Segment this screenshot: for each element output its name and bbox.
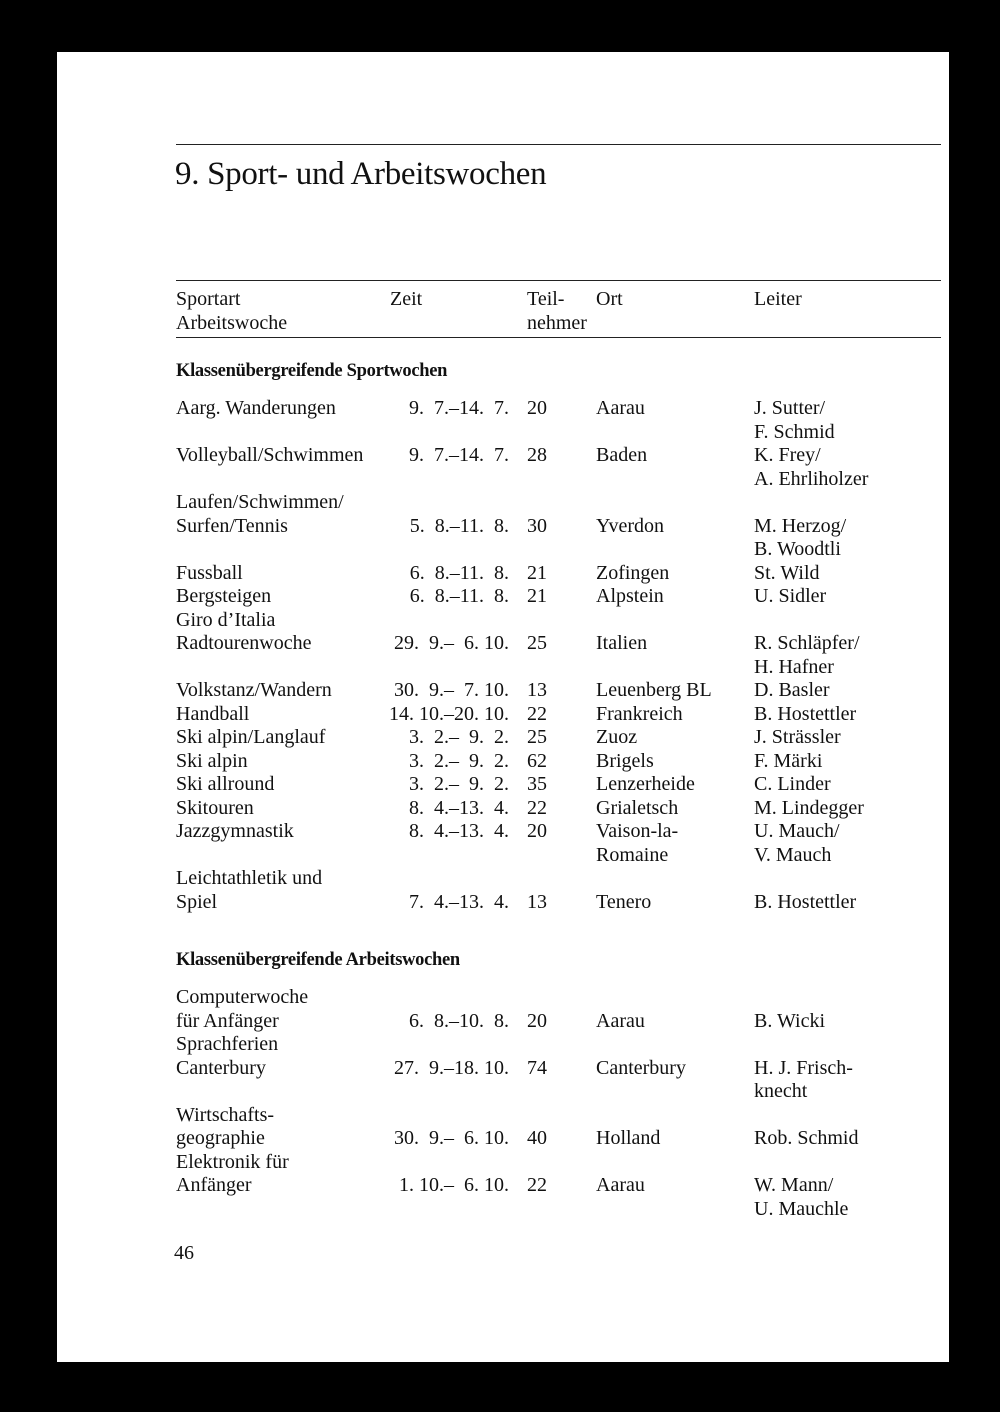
cell-ort-line: Aarau <box>596 1009 645 1032</box>
cell-leiter <box>754 703 856 727</box>
cell-teilnehmer: 20 <box>527 1009 547 1032</box>
cell-ort-line: Italien <box>596 632 648 654</box>
cell-ort-line: Frankreich <box>596 702 683 725</box>
cell-zeit: 3. 2.– 9. 2. <box>409 749 509 772</box>
cell-teilnehmer: 22 <box>527 1174 547 1196</box>
cell-sportart-line: Wirtschafts- <box>176 1103 275 1126</box>
cell-sportart <box>176 491 344 538</box>
cell-leiter <box>754 1174 848 1221</box>
cell-ort <box>596 891 651 915</box>
cell-ort <box>596 820 678 867</box>
cell-leiter <box>754 1010 825 1034</box>
cell-leiter-line: F. Schmid <box>754 420 835 443</box>
cell-sportart-line: Radtourenwoche <box>176 632 312 654</box>
cell-ort-line: Leuenberg BL <box>596 679 712 701</box>
cell-sportart-line: Skitouren <box>176 796 254 819</box>
cell-sportart <box>176 609 312 656</box>
cell-ort <box>596 585 664 609</box>
cell-leiter-line: U. Sidler <box>754 585 827 607</box>
cell-leiter-line: B. Wicki <box>754 1009 826 1032</box>
header-sportart <box>176 287 287 335</box>
cell-teilnehmer: 35 <box>527 773 547 795</box>
cell-zeit: 8. 4.–13. 4. <box>409 796 509 819</box>
header-ort: Ort <box>596 288 623 310</box>
cell-sportart-line: für Anfänger <box>176 1009 279 1032</box>
cell-ort <box>596 562 669 586</box>
cell-leiter-line: R. Schläpfer/ <box>754 632 860 654</box>
cell-sportart <box>176 679 332 703</box>
cell-ort <box>596 797 678 821</box>
cell-sportart-line: Computerwoche <box>176 986 309 1008</box>
cell-teilnehmer: 25 <box>527 632 547 654</box>
cell-ort <box>596 632 647 656</box>
cell-sportart-line: Volleyball/Schwimmen <box>176 444 364 466</box>
cell-zeit: 14. 10.–20. 10. <box>389 702 509 725</box>
cell-sportart-line: Handball <box>176 702 250 725</box>
header-teilnehmer-line-2: nehmer <box>527 312 587 334</box>
cell-sportart-line: Anfänger <box>176 1174 252 1196</box>
cell-leiter-line: A. Ehrliholzer <box>754 467 869 490</box>
cell-leiter-line: U. Mauch/ <box>754 820 840 842</box>
cell-ort-line: Lenzerheide <box>596 773 695 795</box>
cell-sportart <box>176 867 322 914</box>
cell-sportart-line: Sprachferien <box>176 1033 279 1055</box>
cell-leiter-line: M. Herzog/ <box>754 514 847 537</box>
cell-ort-line: Grialetsch <box>596 796 679 819</box>
cell-zeit: 30. 9.– 6. 10. <box>394 1127 509 1149</box>
cell-leiter-line: H. Hafner <box>754 655 834 678</box>
cell-sportart-line: Bergsteigen <box>176 585 272 607</box>
cell-ort <box>596 1174 645 1198</box>
cell-leiter-line: M. Lindegger <box>754 796 864 819</box>
cell-leiter <box>754 891 856 915</box>
cell-ort-line: Tenero <box>596 890 652 913</box>
cell-ort <box>596 773 695 797</box>
cell-sportart-line: Spiel <box>176 890 218 913</box>
page-title: 9. Sport- und Arbeitswochen <box>175 156 547 192</box>
cell-leiter <box>754 1057 853 1104</box>
cell-sportart <box>176 726 325 750</box>
cell-teilnehmer: 13 <box>527 890 547 913</box>
cell-teilnehmer: 62 <box>527 749 547 772</box>
cell-leiter-line: knecht <box>754 1080 808 1102</box>
cell-ort <box>596 397 645 421</box>
cell-sportart-line: Jazzgymnastik <box>176 820 294 842</box>
section-heading: Klassenübergreifende Arbeitswochen <box>176 950 460 970</box>
cell-teilnehmer: 20 <box>527 820 547 842</box>
cell-leiter-line: H. J. Frisch- <box>754 1056 853 1079</box>
cell-leiter <box>754 632 860 679</box>
cell-sportart <box>176 397 336 421</box>
cell-sportart-line: Elektronik für <box>176 1150 289 1173</box>
cell-ort-line: Zofingen <box>596 561 670 584</box>
page-number: 46 <box>174 1242 194 1264</box>
cell-sportart-line: Ski alpin/Langlauf <box>176 726 326 748</box>
cell-sportart <box>176 986 308 1033</box>
cell-leiter-line: Rob. Schmid <box>754 1127 859 1149</box>
cell-zeit: 30. 9.– 7. 10. <box>394 679 509 701</box>
table-header-rule <box>176 337 941 338</box>
cell-leiter <box>754 820 840 867</box>
cell-leiter <box>754 726 841 750</box>
cell-ort <box>596 750 654 774</box>
cell-sportart-line: Laufen/Schwimmen/ <box>176 491 344 513</box>
cell-leiter-line: J. Strässler <box>754 726 841 748</box>
cell-leiter <box>754 797 864 821</box>
cell-sportart <box>176 703 249 727</box>
header-teilnehmer-line-1: Teil- <box>527 288 565 310</box>
cell-sportart <box>176 444 363 468</box>
cell-ort-line: Vaison-la- <box>596 820 679 842</box>
cell-ort <box>596 726 637 750</box>
cell-leiter <box>754 562 820 586</box>
cell-ort-line: Yverdon <box>596 514 664 537</box>
cell-leiter <box>754 750 822 774</box>
cell-ort <box>596 679 712 703</box>
document-page <box>57 52 949 1362</box>
cell-ort <box>596 515 664 539</box>
header-sportart-line-1: Sportart <box>176 288 241 310</box>
cell-leiter <box>754 397 835 444</box>
cell-leiter-line: U. Mauchle <box>754 1197 849 1220</box>
cell-ort-line: Baden <box>596 444 648 466</box>
cell-zeit: 29. 9.– 6. 10. <box>394 632 509 654</box>
cell-sportart-line: Aarg. Wanderungen <box>176 397 336 419</box>
cell-teilnehmer: 22 <box>527 796 547 819</box>
header-teilnehmer <box>527 287 587 335</box>
cell-teilnehmer: 74 <box>527 1056 547 1079</box>
cell-sportart-line: Giro d’Italia <box>176 608 276 631</box>
cell-zeit: 9. 7.–14. 7. <box>409 444 509 466</box>
cell-sportart-line: Fussball <box>176 561 243 584</box>
header-sportart-line-2: Arbeitswoche <box>176 312 288 334</box>
cell-leiter-line: B. Hostettler <box>754 702 857 725</box>
cell-teilnehmer: 21 <box>527 561 547 584</box>
cell-ort-line: Aarau <box>596 1174 645 1196</box>
cell-sportart-line: geographie <box>176 1127 265 1149</box>
cell-zeit: 3. 2.– 9. 2. <box>409 773 509 795</box>
cell-leiter-line: J. Sutter/ <box>754 397 826 419</box>
cell-ort <box>596 444 647 468</box>
cell-zeit: 3. 2.– 9. 2. <box>409 726 509 748</box>
cell-leiter-line: F. Märki <box>754 749 823 772</box>
cell-teilnehmer: 25 <box>527 726 547 748</box>
cell-leiter <box>754 585 826 609</box>
cell-leiter-line: W. Mann/ <box>754 1174 834 1196</box>
cell-sportart-line: Ski alpin <box>176 749 248 772</box>
cell-ort-line: Aarau <box>596 397 645 419</box>
cell-zeit: 6. 8.–11. 8. <box>409 561 509 584</box>
cell-zeit: 1. 10.– 6. 10. <box>399 1174 509 1196</box>
cell-sportart-line: Canterbury <box>176 1056 266 1079</box>
cell-ort <box>596 703 683 727</box>
cell-leiter <box>754 515 846 562</box>
cell-sportart <box>176 797 254 821</box>
cell-zeit: 6. 8.–10. 8. <box>409 1009 509 1032</box>
cell-leiter <box>754 773 831 797</box>
cell-teilnehmer: 40 <box>527 1127 547 1149</box>
cell-teilnehmer: 13 <box>527 679 547 701</box>
cell-ort-line: Zuoz <box>596 726 638 748</box>
cell-leiter-line: C. Linder <box>754 773 831 795</box>
cell-teilnehmer: 28 <box>527 444 547 466</box>
header-leiter: Leiter <box>754 288 802 310</box>
cell-sportart-line: Volkstanz/Wandern <box>176 679 332 701</box>
cell-leiter-line: B. Hostettler <box>754 890 857 913</box>
cell-sportart <box>176 773 274 797</box>
cell-ort-line: Brigels <box>596 749 654 772</box>
cell-leiter <box>754 679 830 703</box>
header-zeit: Zeit <box>390 288 423 310</box>
cell-ort <box>596 1010 645 1034</box>
cell-sportart <box>176 1151 289 1198</box>
cell-zeit: 27. 9.–18. 10. <box>394 1056 509 1079</box>
cell-teilnehmer: 21 <box>527 585 547 607</box>
cell-sportart-line: Leichtathletik und <box>176 867 323 889</box>
cell-sportart <box>176 820 294 844</box>
cell-leiter-line: V. Mauch <box>754 843 832 866</box>
cell-teilnehmer: 30 <box>527 514 547 537</box>
cell-leiter-line: K. Frey/ <box>754 444 821 466</box>
cell-teilnehmer: 20 <box>527 397 547 419</box>
cell-zeit: 7. 4.–13. 4. <box>409 890 509 913</box>
cell-sportart-line: Ski allround <box>176 773 275 795</box>
cell-leiter <box>754 444 868 491</box>
table-top-rule <box>176 280 941 281</box>
cell-zeit: 8. 4.–13. 4. <box>409 820 509 842</box>
cell-sportart <box>176 750 248 774</box>
cell-leiter <box>754 1127 858 1151</box>
cell-ort <box>596 1127 660 1151</box>
cell-zeit: 9. 7.–14. 7. <box>409 397 509 419</box>
cell-zeit: 5. 8.–11. 8. <box>409 514 509 537</box>
cell-zeit: 6. 8.–11. 8. <box>409 585 509 607</box>
cell-sportart <box>176 1033 278 1080</box>
cell-leiter-line: St. Wild <box>754 561 820 584</box>
cell-ort-line: Holland <box>596 1127 661 1149</box>
cell-sportart <box>176 1104 274 1151</box>
cell-sportart <box>176 585 271 609</box>
cell-ort-line: Canterbury <box>596 1056 686 1079</box>
section-heading: Klassenübergreifende Sportwochen <box>176 361 448 381</box>
cell-ort-line: Alpstein <box>596 585 664 607</box>
cell-sportart-line: Surfen/Tennis <box>176 514 288 537</box>
cell-leiter-line: D. Basler <box>754 679 830 701</box>
cell-ort <box>596 1057 686 1081</box>
top-rule <box>176 144 941 145</box>
cell-teilnehmer: 22 <box>527 702 547 725</box>
cell-ort-line: Romaine <box>596 843 669 866</box>
cell-sportart <box>176 562 243 586</box>
cell-leiter-line: B. Woodtli <box>754 538 841 560</box>
